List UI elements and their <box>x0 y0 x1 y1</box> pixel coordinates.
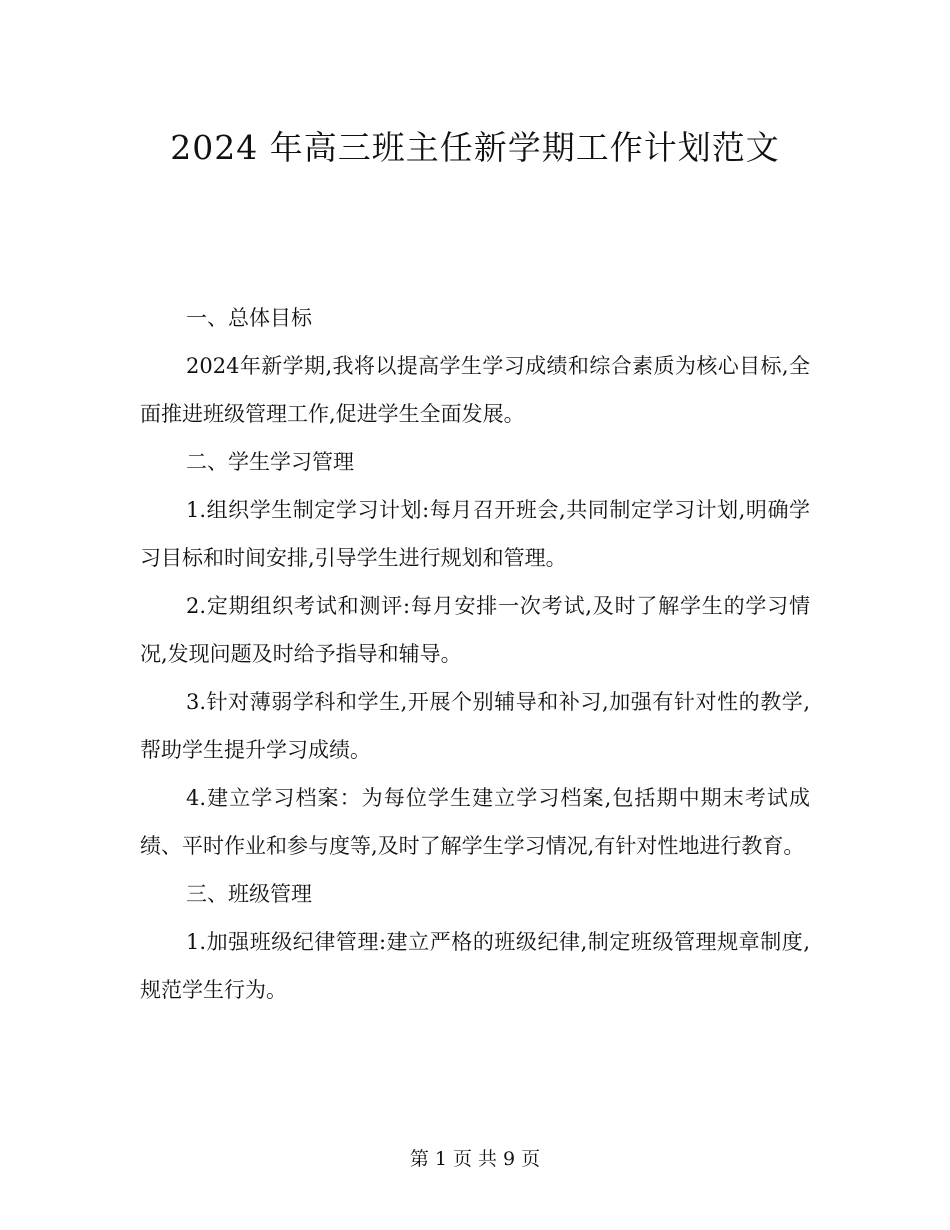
paragraph-study-records: 4.建立学习档案：为每位学生建立学习档案,包括期中期末考试成绩、平时作业和参与度等,及时了解学生学习情况,有针对性地进行教育。 <box>140 786 810 858</box>
paragraph-overall-goal: 2024年新学期,我将以提高学生学习成绩和综合素质为核心目标,全面推进班级管理工作,促进学生全面发展。 <box>140 354 810 426</box>
paragraph-discipline: 1.加强班级纪律管理:建立严格的班级纪律,制定班级管理规章制度,规范学生行为。 <box>140 930 810 1002</box>
page-footer: 第 1 页 共 9 页 <box>409 1148 541 1170</box>
section-heading-2: 二、学生学习管理 <box>186 450 354 474</box>
document-title: 2024 年高三班主任新学期工作计划范文 <box>170 128 780 167</box>
paragraph-exams: 2.定期组织考试和测评:每月安排一次考试,及时了解学生的学习情况,发现问题及时给予指导和辅导。 <box>140 594 810 666</box>
document-body <box>140 294 810 1014</box>
section-heading-1: 一、总体目标 <box>186 306 312 330</box>
section-heading-3: 三、班级管理 <box>186 882 312 906</box>
paragraph-study-plan: 1.组织学生制定学习计划:每月召开班会,共同制定学习计划,明确学习目标和时间安排,引导学生进行规划和管理。 <box>140 498 810 570</box>
paragraph-tutoring: 3.针对薄弱学科和学生,开展个别辅导和补习,加强有针对性的教学,帮助学生提升学习成绩。 <box>140 690 810 762</box>
